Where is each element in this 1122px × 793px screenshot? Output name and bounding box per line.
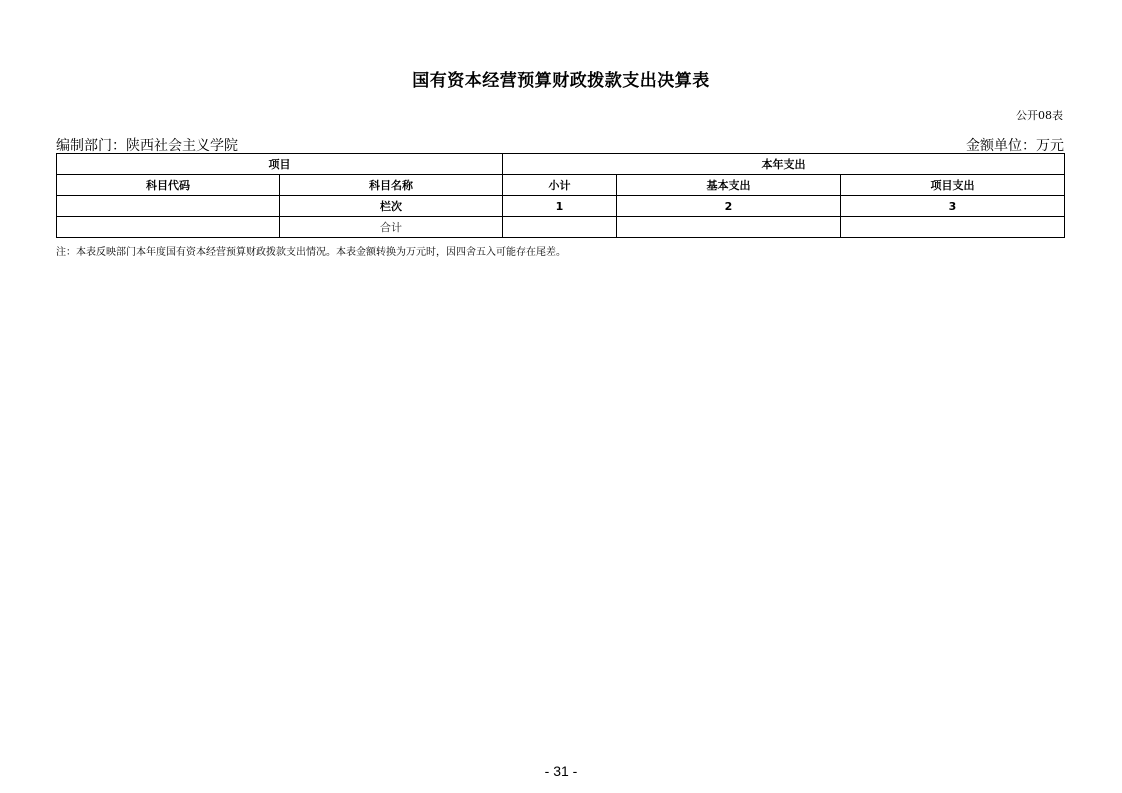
group-header-row	[57, 154, 1065, 175]
report-title: 国有资本经营预算财政拨款支出决算表	[412, 71, 710, 91]
group-header-item: 项目	[57, 154, 503, 175]
table-cell: 3	[841, 196, 1065, 217]
unit-label: 金额单位：万元	[966, 138, 1064, 154]
table-cell	[841, 217, 1065, 238]
index-row	[57, 196, 1065, 217]
group-header-expenditure: 本年支出	[503, 154, 1065, 175]
table-cell	[57, 217, 280, 238]
total-row	[57, 217, 1065, 238]
column-header-row	[57, 175, 1065, 196]
table-cell: 2	[617, 196, 841, 217]
column-header-code: 科目代码	[57, 175, 280, 196]
table-cell	[617, 217, 841, 238]
column-header-subtotal: 小计	[503, 175, 617, 196]
expenditure-table	[56, 153, 1065, 238]
column-header-project: 项目支出	[841, 175, 1065, 196]
table-cell	[503, 217, 617, 238]
table-cell: 栏次	[280, 196, 503, 217]
column-header-basic: 基本支出	[617, 175, 841, 196]
form-code: 公开08表	[1016, 109, 1063, 122]
column-header-name: 科目名称	[280, 175, 503, 196]
table-cell: 合计	[280, 217, 503, 238]
meta-row	[56, 135, 1064, 155]
department-label: 编制部门：陕西社会主义学院	[56, 138, 238, 154]
page-number: - 31 -	[544, 763, 578, 779]
table-cell	[57, 196, 280, 217]
footnote: 注：本表反映部门本年度国有资本经营预算财政拨款支出情况。本表金额转换为万元时，因四舍五入可能存在尾差。	[56, 247, 566, 258]
table-cell: 1	[503, 196, 617, 217]
